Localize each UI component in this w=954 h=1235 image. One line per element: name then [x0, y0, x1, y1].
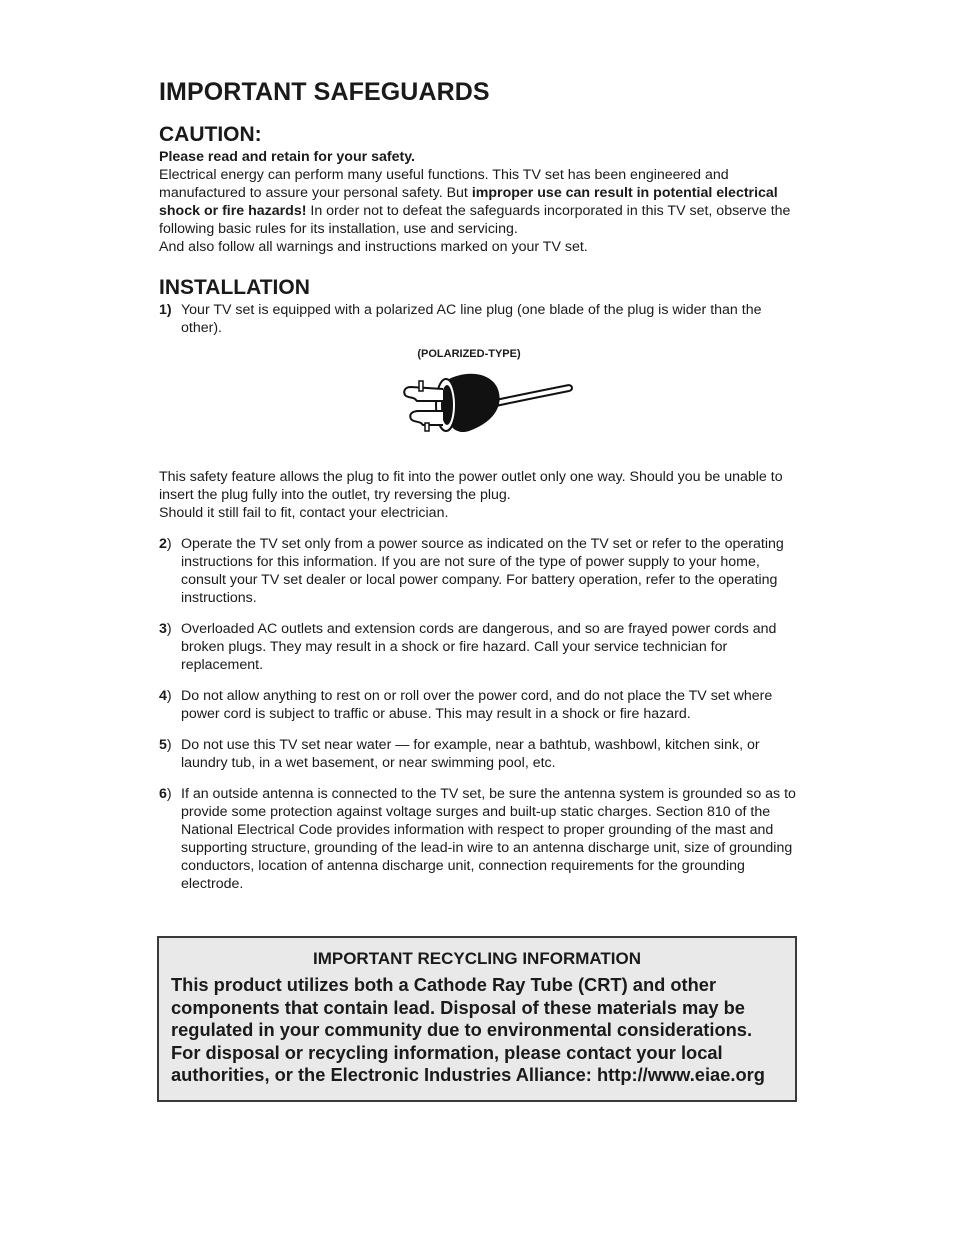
plug-figure: [159, 361, 799, 457]
item-number: 6): [159, 786, 172, 802]
caution-subheading: Please read and retain for your safety.: [159, 149, 415, 165]
installation-item-1: [159, 301, 799, 337]
caution-text-bold: improper use can result in potential electrical shock or fire hazards!: [159, 185, 778, 219]
plug-caption: (POLARIZED-TYPE): [417, 348, 521, 360]
item-text: Overloaded AC outlets and extension cords are dangerous, and so are frayed power cords and broken plugs. They may result in a shock or fire hazard. Call your service technician for replacement.: [181, 621, 777, 673]
installation-heading: INSTALLATION: [159, 276, 310, 299]
safety-text-2: Should it still fail to fit, contact your electrician.: [159, 505, 449, 521]
item-number: 5): [159, 737, 172, 753]
item-text: Do not allow anything to rest on or roll over the power cord, and do not place the TV set where power cord is subject to traffic or abuse. This may result in a shock or fire hazard.: [181, 688, 773, 722]
caution-heading: CAUTION:: [159, 123, 262, 146]
installation-item-2: [159, 535, 799, 607]
item-number: 2): [159, 536, 172, 552]
recycling-info-box: [157, 936, 797, 1102]
caution-text-1: Electrical energy can perform many useful functions. This TV set has been engineered and manufactured to assure your personal safety. But: [159, 167, 729, 201]
page-title: IMPORTANT SAFEGUARDS: [159, 78, 490, 106]
safety-text-1: This safety feature allows the plug to fit into the power outlet only one way. Should you be unable to insert the plug fully into the outlet, try reversing the plug.: [159, 469, 783, 503]
item-number: 3): [159, 621, 172, 637]
item-text: Do not use this TV set near water — for example, near a bathtub, washbowl, kitchen sink, or laundry tub, in a wet basement, or near swimming pool, etc.: [181, 737, 760, 771]
item-number: 4): [159, 688, 172, 704]
item-number: 1): [159, 302, 172, 318]
installation-item-3: [159, 620, 799, 674]
item-text: Your TV set is equipped with a polarized AC line plug (one blade of the plug is wider than the other).: [181, 302, 762, 336]
polarized-plug-icon: [399, 367, 579, 443]
caution-text-2: In order not to defeat the safeguards incorporated in this TV set, observe the following basic rules for its installation, use and servicing.: [159, 203, 791, 237]
safeguards-page: [159, 76, 799, 893]
installation-item-4: [159, 687, 799, 723]
item-text: Operate the TV set only from a power source as indicated on the TV set or refer to the operating instructions for this information. If you are not sure of the type of power supply to your home, consult your TV set dealer or local power company. For battery operation, refer to the operating instructions.: [181, 536, 784, 606]
recycling-body: This product utilizes both a Cathode Ray Tube (CRT) and other components that contain lead. Disposal of these materials may be regulated in your community due to environmental considerations. For disposal or recycling information, please contact your local authorities, or the Electronic Industries Alliance: http://www.eiae.org: [171, 974, 765, 1086]
caution-text-3: And also follow all warnings and instructions marked on your TV set.: [159, 239, 588, 255]
installation-item-5: [159, 736, 799, 772]
installation-item-6: [159, 785, 799, 893]
recycling-title: IMPORTANT RECYCLING INFORMATION: [312, 949, 641, 968]
caution-paragraph: [159, 166, 799, 238]
item-text: If an outside antenna is connected to the TV set, be sure the antenna system is grounded so as to provide some protection against voltage surges and built-up static charges. Section 810 of the National Electrical Code provides information with respect to proper grounding of the mast and supporting structure, grounding of the lead-in wire to an antenna discharge unit, size of grounding conductors, location of antenna discharge unit, connection requirements for the grounding electrode.: [181, 786, 796, 892]
